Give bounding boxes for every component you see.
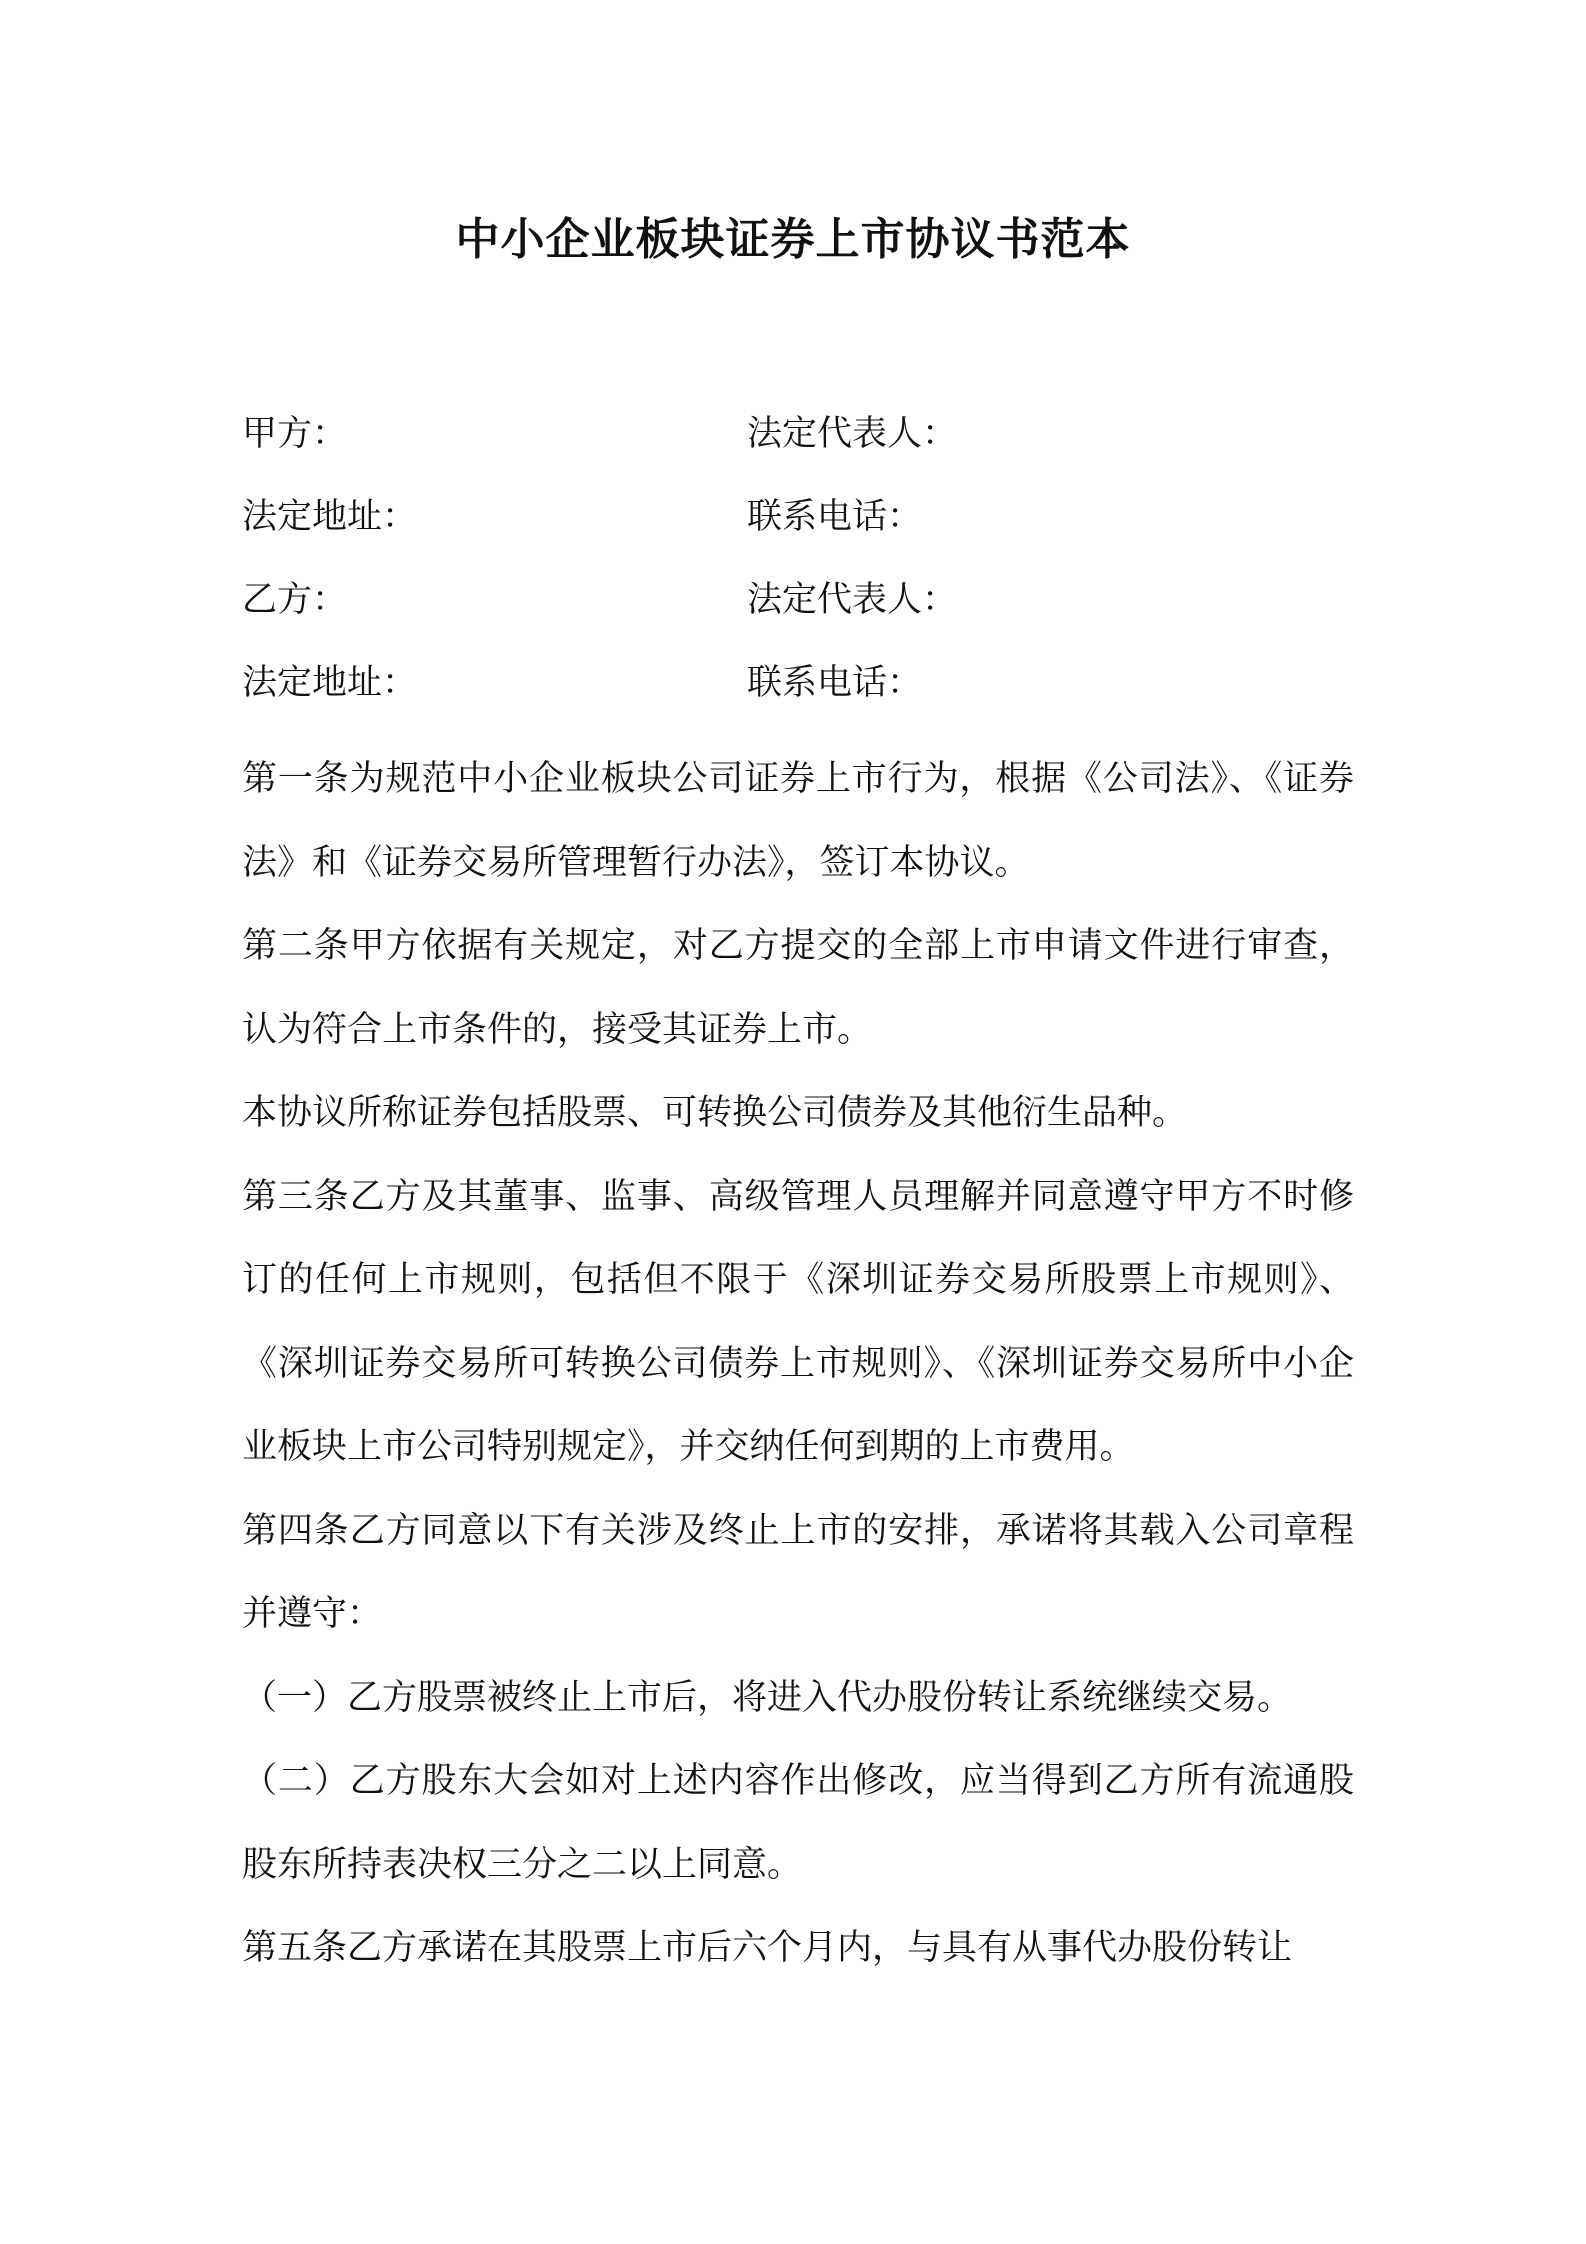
article-2-securities-note: 本协议所称证券包括股票、可转换公司债券及其他衍生品种。 xyxy=(242,1093,1188,1133)
party-row-b xyxy=(242,570,1352,653)
article-4-item-1: （一）乙方股票被终止上市后，将进入代办股份转让系统继续交易。 xyxy=(242,1677,1293,1718)
party-b-address-label: 法定地址： xyxy=(242,663,418,703)
article-1: 第一条为规范中小企业板块公司证券上市行为，根据《公司法》、《证券法》和《证券交易所管理暂行办法》，签订本协议。 xyxy=(242,759,1354,883)
party-b-representative-label: 法定代表人： xyxy=(747,580,958,620)
party-row-a xyxy=(242,404,1352,487)
party-a-address-label: 法定地址： xyxy=(242,497,418,537)
party-a-label: 甲方： xyxy=(242,414,348,454)
party-a-phone-label: 联系电话： xyxy=(747,497,923,537)
article-3: 第三条乙方及其董事、监事、高级管理人员理解并同意遵守甲方不时修订的任何上市规则，包括但不限于《深圳证券交易所股票上市规则》、《深圳证券交易所可转换公司债券上市规则》、《深圳证券交易所中小企业板块上市公司特别规定》，并交纳任何到期的上市费用。 xyxy=(242,1176,1354,1467)
party-b-label: 乙方： xyxy=(242,580,348,620)
party-row-b-address xyxy=(242,653,1352,736)
document-body xyxy=(242,738,1354,1991)
document-title: 中小企业板块证券上市协议书范本 xyxy=(455,214,1131,265)
party-info xyxy=(242,404,1352,736)
party-row-a-address xyxy=(242,487,1352,570)
party-a-representative-label: 法定代表人： xyxy=(747,414,958,454)
article-4: 第四条乙方同意以下有关涉及终止上市的安排，承诺将其载入公司章程并遵守： xyxy=(242,1510,1354,1634)
article-2: 第二条甲方依据有关规定，对乙方提交的全部上市申请文件进行审查，认为符合上市条件的，接受其证券上市。 xyxy=(242,926,1354,1050)
article-5: 第五条乙方承诺在其股票上市后六个月内，与具有从事代办股份转让 xyxy=(242,1928,1293,1968)
article-4-item-2: （二）乙方股东大会如对上述内容作出修改，应当得到乙方所有流通股股东所持表决权三分之二以上同意。 xyxy=(242,1761,1354,1885)
party-b-phone-label: 联系电话： xyxy=(747,663,923,703)
